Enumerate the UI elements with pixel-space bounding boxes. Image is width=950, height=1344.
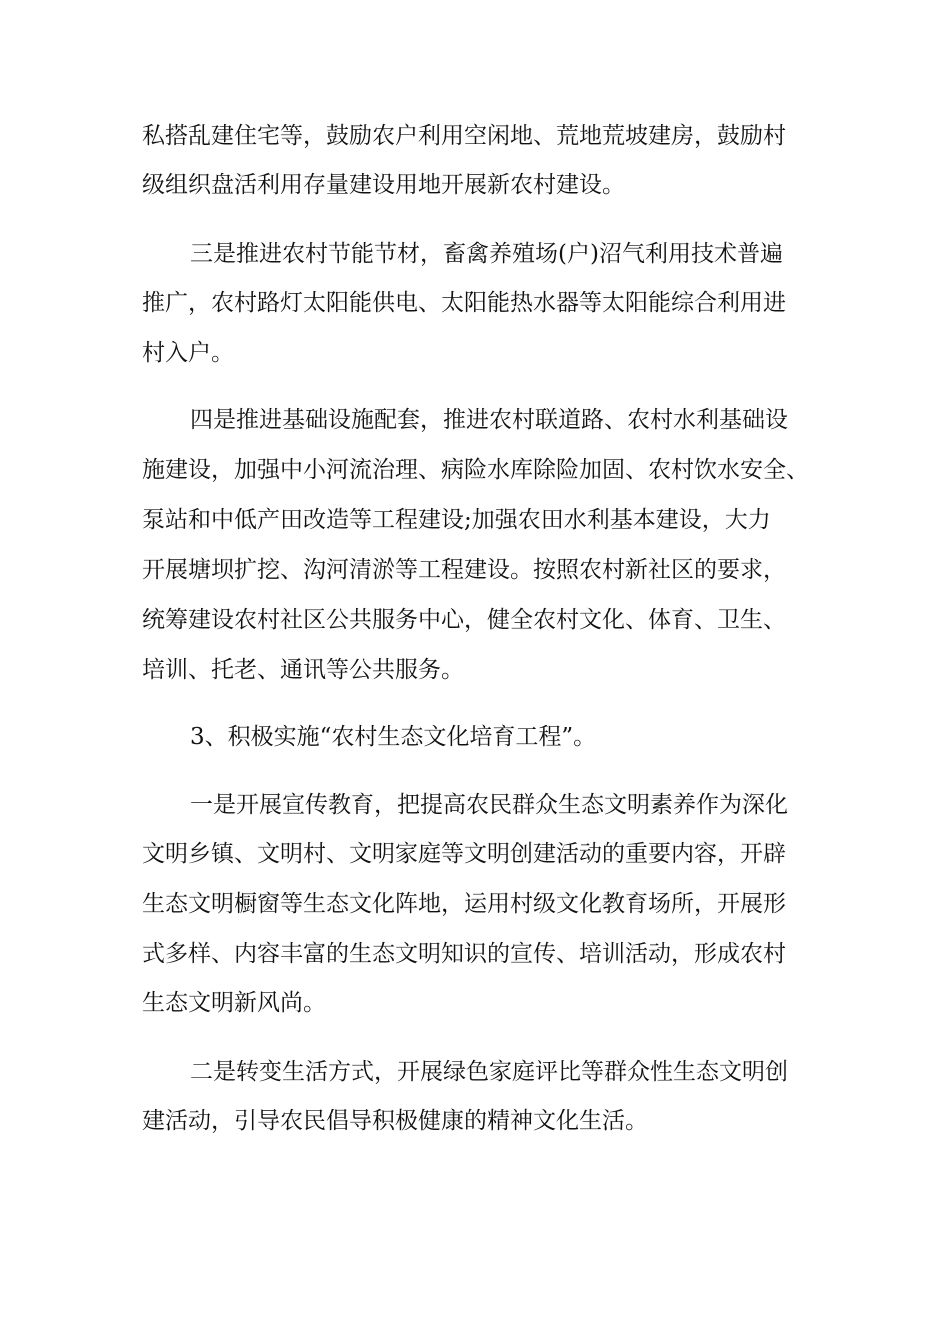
text-line (0, 333, 950, 373)
section-heading-text: 3、积极实施“农村生态文化培育工程”。 (190, 724, 597, 750)
text-line (0, 116, 950, 156)
text-line-content: 统筹建设农村社区公共服务中心，健全农村文化、体育、卫生、 (142, 607, 786, 633)
text-line-content: 二是转变生活方式，开展绿色家庭评比等群众性生态文明创 (190, 1059, 788, 1085)
text-line (0, 400, 950, 440)
text-line-content: 级组织盘活利用存量建设用地开展新农村建设。 (142, 172, 625, 198)
text-line-content: 培训、托老、通讯等公共服务。 (142, 657, 464, 683)
text-line-content: 三是推进农村节能节材，畜禽养殖场(户)沼气利用技术普遍 (190, 241, 783, 267)
text-line (0, 834, 950, 874)
text-line-content: 推广，农村路灯太阳能供电、太阳能热水器等太阳能综合利用进 (142, 290, 786, 316)
text-line (0, 550, 950, 590)
text-line (0, 1101, 950, 1141)
text-line (0, 165, 950, 205)
text-line-content: 文明乡镇、文明村、文明家庭等文明创建活动的重要内容，开辟 (142, 841, 786, 867)
text-line (0, 500, 950, 540)
text-line-content: 泵站和中低产田改造等工程建设;加强农田水利基本建设，大力 (142, 507, 771, 533)
text-line-content: 村入户。 (142, 340, 234, 366)
text-line (0, 450, 950, 490)
text-line (0, 600, 950, 640)
text-line (0, 1052, 950, 1092)
text-line (0, 234, 950, 274)
text-line-content: 开展塘坝扩挖、沟河清淤等工程建设。按照农村新社区的要求， (142, 557, 786, 583)
text-line-content: 式多样、内容丰富的生态文明知识的宣传、培训活动，形成农村 (142, 941, 786, 967)
text-line-content: 生态文明新风尚。 (142, 990, 326, 1016)
text-line-content: 施建设，加强中小河流治理、病险水库除险加固、农村饮水安全、 (142, 457, 809, 483)
section-heading (0, 717, 950, 757)
text-line (0, 283, 950, 323)
text-line-content: 生态文明橱窗等生态文化阵地，运用村级文化教育场所，开展形 (142, 891, 786, 917)
text-line (0, 934, 950, 974)
text-line (0, 785, 950, 825)
text-line (0, 884, 950, 924)
text-line-content: 一是开展宣传教育，把提高农民群众生态文明素养作为深化 (190, 792, 788, 818)
text-line-content: 建活动，引导农民倡导积极健康的精神文化生活。 (142, 1108, 648, 1134)
text-line (0, 650, 950, 690)
text-line-content: 四是推进基础设施配套，推进农村联道路、农村水利基础设 (190, 407, 788, 433)
text-line-content: 私搭乱建住宅等，鼓励农户利用空闲地、荒地荒坡建房，鼓励村 (142, 123, 786, 149)
text-line (0, 983, 950, 1023)
